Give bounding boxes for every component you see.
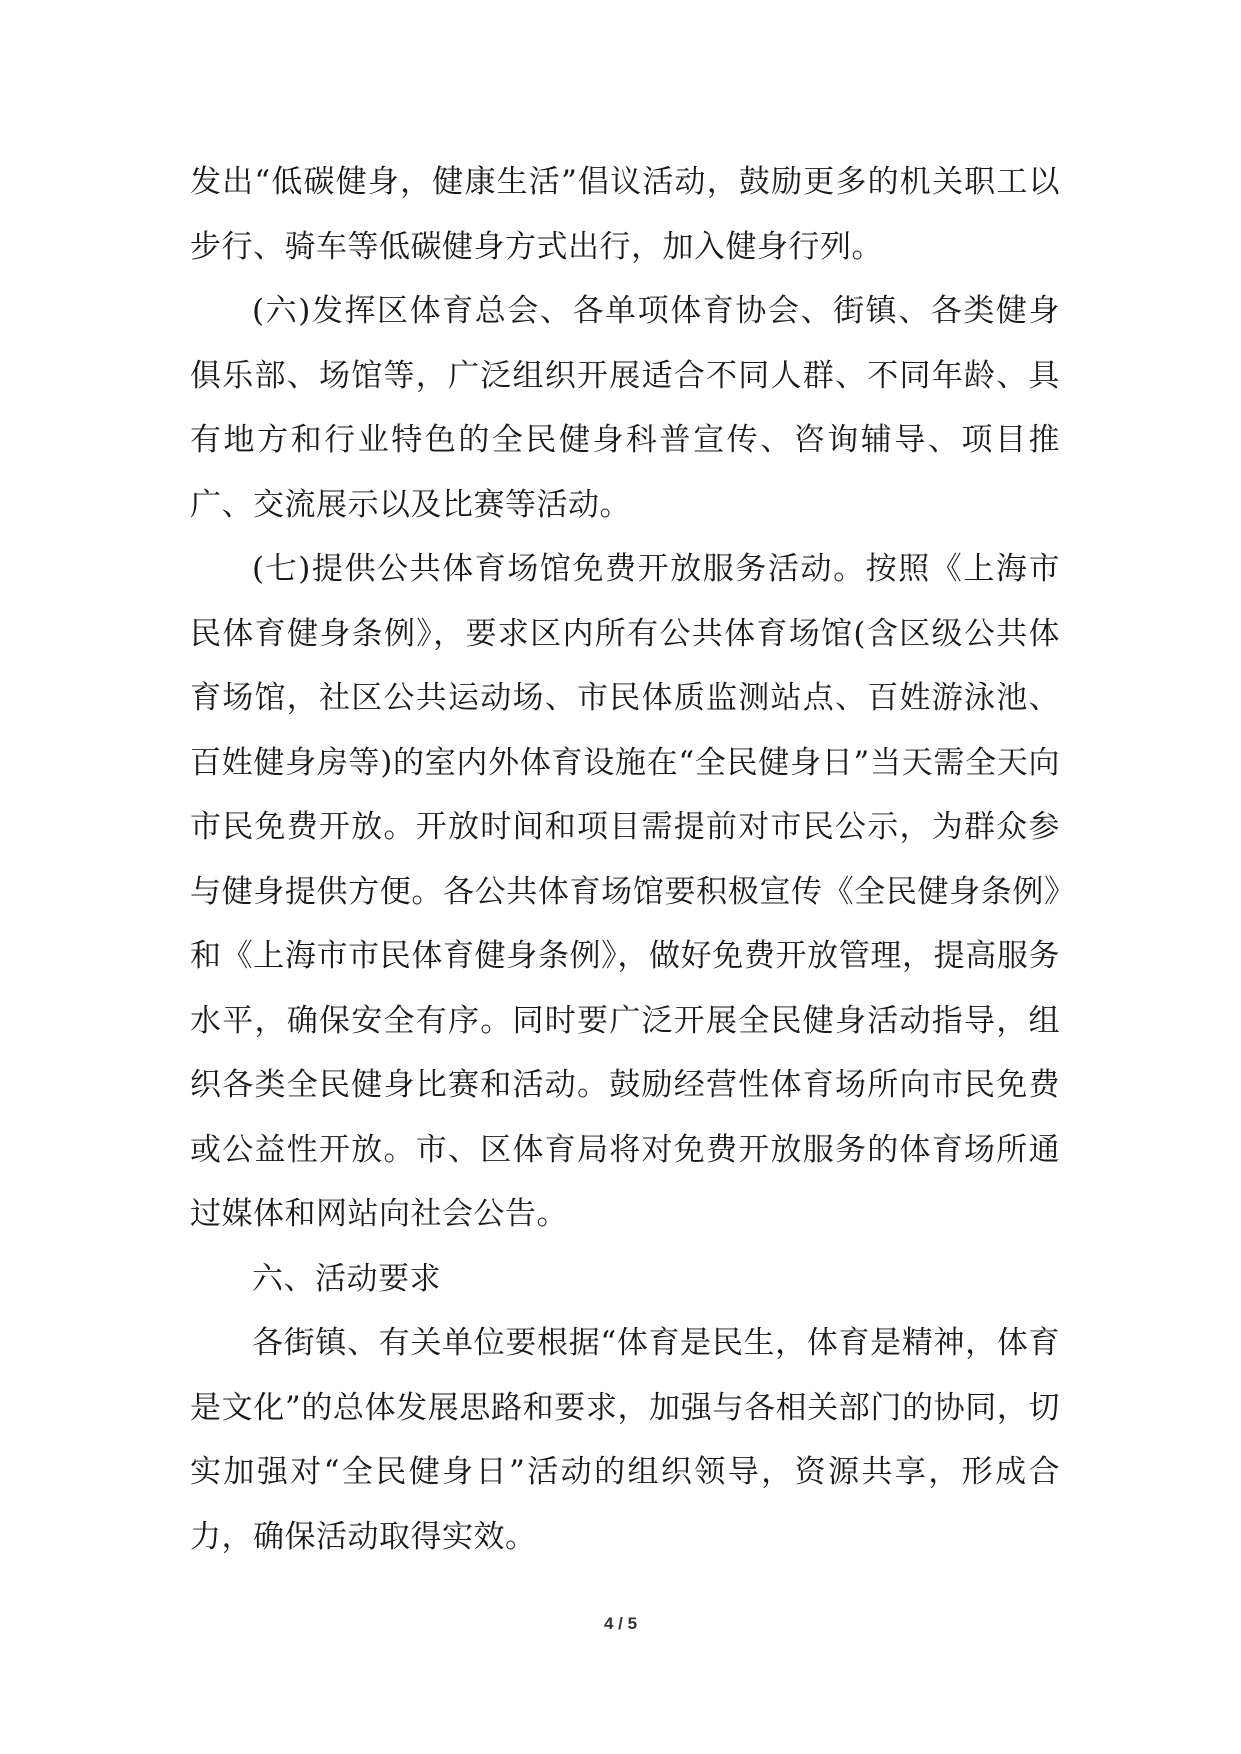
page-number: 4 / 5 [603, 1614, 638, 1633]
section-heading-activity-requirements: 六、活动要求 [252, 1260, 441, 1297]
paragraph-item-seven: (七)提供公共体育场馆免费开放服务活动。按照《上海市民体育健身条例》，要求区内所有公共体育场馆(含区级公共体育场馆，社区公共运动场、市民体质监测站点、百姓游泳池、百姓健身房等)的室内外体育设施在“全民健身日”当天需全天向市民免费开放。开放时间和项目需提前对市民公示，为群众参与健身提供方便。各公共体育场馆要积极宣传《全民健身条例》和《上海市市民体育健身条例》，做好免费开放管理，提高服务水平，确保安全有序。同时要广泛开展全民健身活动指导，组织各类全民健身比赛和活动。鼓励经营性体育场所向市民免费或公益性开放。市、区体育局将对免费开放服务的体育场所通过媒体和网站向社会公告。 [190, 551, 1060, 1232]
paragraph-activity-requirements: 各街镇、有关单位要根据“体育是民生，体育是精神，体育是文化”的总体发展思路和要求，加强与各相关部门的协同，切实加强对“全民健身日”活动的组织领导，资源共享，形成合力，确保活动取得实效。 [190, 1325, 1060, 1555]
paragraph-low-carbon-initiative: 发出“低碳健身，健康生活”倡议活动，鼓励更多的机关职工以步行、骑车等低碳健身方式出行，加入健身行列。 [190, 164, 1060, 265]
paragraph-item-six: (六)发挥区体育总会、各单项体育协会、街镇、各类健身俱乐部、场馆等，广泛组织开展适合不同人群、不同年龄、具有地方和行业特色的全民健身科普宣传、咨询辅导、项目推广、交流展示以及比赛等活动。 [190, 293, 1060, 523]
document-body [190, 150, 1060, 1569]
